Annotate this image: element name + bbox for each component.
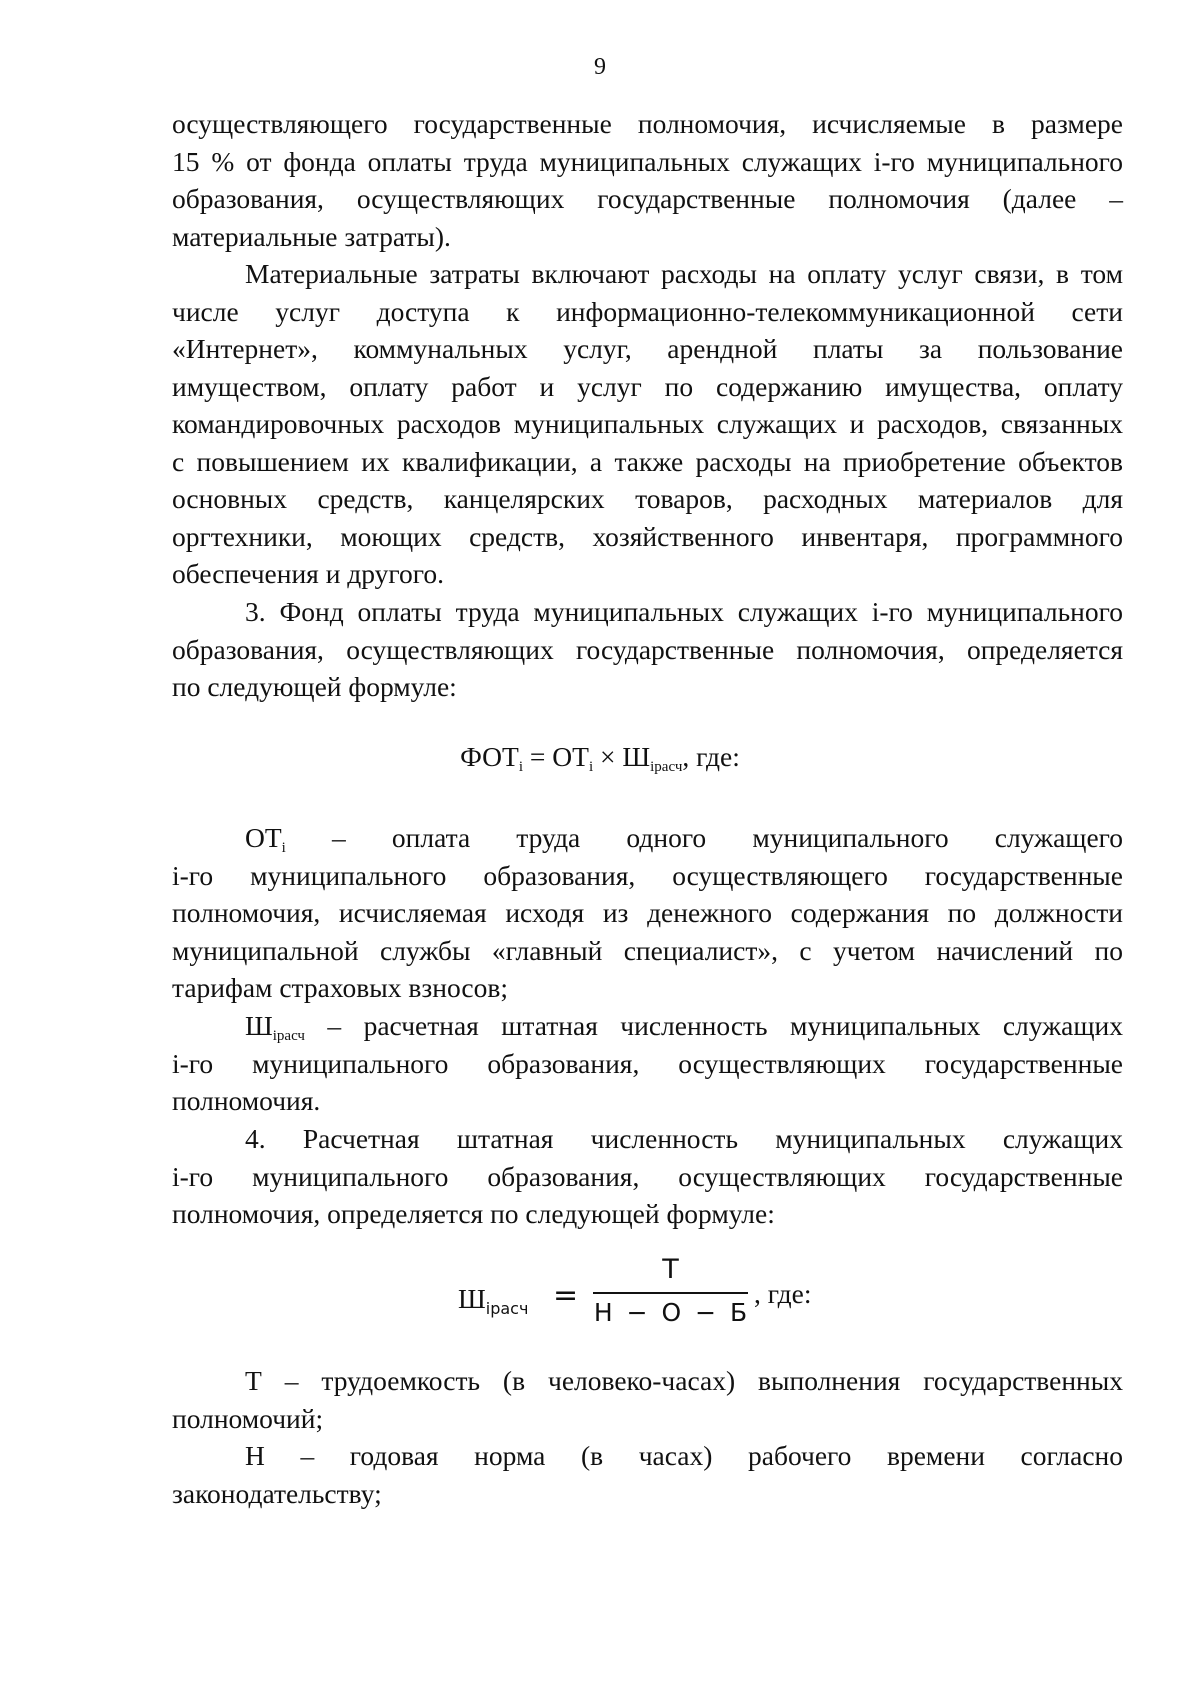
text-line: $Ш_{iрасч}$ – расчетная штатная численность муниципальных служащих bbox=[245, 1010, 1123, 1044]
page-number: 9 bbox=[594, 54, 606, 80]
text-line: Н – годовая норма (в часах) рабочего времени согласно bbox=[245, 1440, 1123, 1471]
text-line: материальные затраты). bbox=[172, 220, 451, 252]
text-line: i-го муниципального образования, осуществляющих государственные bbox=[172, 1160, 1123, 1192]
formula-lhs: $Ш_{iрасч}$ bbox=[458, 1283, 529, 1318]
definition-n bbox=[172, 1437, 1123, 1512]
fraction-bar bbox=[593, 1292, 748, 1294]
text-line: полномочия, исчисляемая исходя из денежного содержания по должности bbox=[172, 897, 1123, 928]
text-line: числе услуг доступа к информационно-телекоммуникационной сети bbox=[172, 295, 1123, 327]
formula-fraction bbox=[593, 1254, 748, 1327]
text-line: муниципальной службы «главный специалист», с учетом начислений по bbox=[172, 934, 1123, 966]
text-line: полномочия. bbox=[172, 1085, 321, 1116]
formula-fot: $ФОТ_i = ОТ_i \times Ш_{iрасч}$, где: bbox=[460, 741, 740, 775]
text-line: образования, осуществляющих государственные полномочия, определяется bbox=[172, 633, 1123, 665]
text-line: $ОТ_i$ – оплата труда одного муниципального служащего bbox=[245, 822, 1123, 856]
formula-equals: = bbox=[553, 1278, 579, 1313]
fraction-denominator: Н − О − Б bbox=[593, 1298, 748, 1327]
text-line: i-го муниципального образования, осуществляющих государственные bbox=[172, 1047, 1123, 1079]
paragraph-3 bbox=[172, 593, 1123, 706]
definition-ot bbox=[172, 819, 1123, 1007]
text-line: осуществляющего государственные полномочия, исчисляемые в размере bbox=[172, 108, 1123, 139]
text-line: 3. Фонд оплаты труда муниципальных служащих i-го муниципального bbox=[245, 596, 1123, 627]
paragraph-1 bbox=[172, 105, 1123, 255]
fraction-numerator: Т bbox=[662, 1254, 679, 1285]
text-line: 15 % от фонда оплаты труда муниципальных служащих i-го муниципального bbox=[172, 145, 1123, 177]
text-line: оргтехники, моющих средств, хозяйственного инвентаря, программного bbox=[172, 520, 1123, 552]
text-line: Материальные затраты включают расходы на оплату услуг связи, в том bbox=[245, 258, 1123, 289]
text-line: полномочия, определяется по следующей формуле: bbox=[172, 1198, 775, 1229]
text-line: основных средств, канцелярских товаров, расходных материалов для bbox=[172, 483, 1123, 514]
text-line: образования, осуществляющих государственные полномочия (далее – bbox=[172, 183, 1123, 214]
text-line: i-го муниципального образования, осуществляющего государственные bbox=[172, 859, 1123, 891]
formula-tail: , где: bbox=[754, 1278, 812, 1309]
text-line: Т – трудоемкость (в человеко-часах) выполнения государственных bbox=[245, 1365, 1123, 1396]
text-line: обеспечения и другого. bbox=[172, 558, 444, 589]
text-line: 4. Расчетная штатная численность муниципальных служащих bbox=[245, 1123, 1123, 1154]
paragraph-4 bbox=[172, 1120, 1123, 1233]
definition-sh bbox=[172, 1007, 1123, 1120]
text-line: по следующей формуле: bbox=[172, 671, 457, 702]
text-line: «Интернет», коммунальных услуг, арендной платы за пользование bbox=[172, 333, 1123, 364]
definition-t bbox=[172, 1362, 1123, 1437]
text-line: имуществом, оплату работ и услуг по содержанию имущества, оплату bbox=[172, 370, 1123, 402]
text-line: тарифам страховых взносов; bbox=[172, 972, 508, 1003]
text-line: с повышением их квалификации, а также расходы на приобретение объектов bbox=[172, 445, 1123, 477]
paragraph-2 bbox=[172, 255, 1123, 593]
text-line: полномочий; bbox=[172, 1402, 324, 1434]
text-line: законодательству; bbox=[172, 1477, 382, 1509]
text-line: командировочных расходов муниципальных служащих и расходов, связанных bbox=[172, 408, 1123, 439]
